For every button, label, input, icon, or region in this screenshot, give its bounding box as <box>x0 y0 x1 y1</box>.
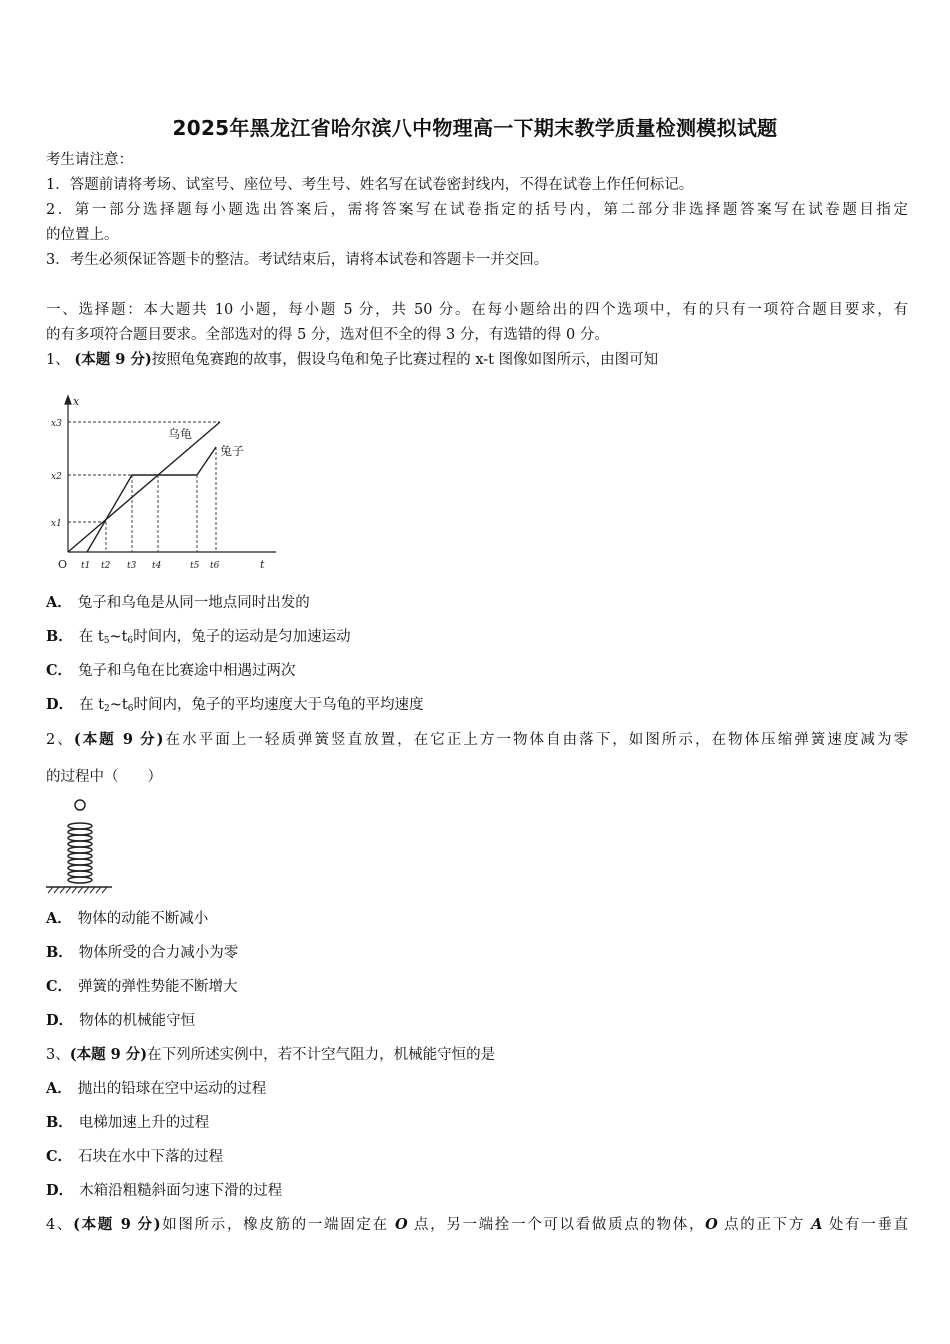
question-2-stem-cont: 的过程中（ ） <box>46 769 162 785</box>
turtle-label: 乌龟 <box>168 427 193 441</box>
notice-heading: 考生请注意： <box>46 152 133 168</box>
q3-option-b: B． 电梯加速上升的过程 <box>46 1114 210 1131</box>
notice-item-3: 3．考生必须保证答题卡的整洁。考试结束后，请将本试卷和答题卡一并交回。 <box>46 252 549 268</box>
question-1-stem <box>46 350 908 370</box>
rabbit-label: 兔子 <box>220 444 245 458</box>
x-tick-x1: x1 <box>51 519 62 529</box>
x-axis-label: x <box>73 395 80 408</box>
section-instructions-line2: 的有多项符合题目要求。全部选对的得 5 分，选对但不全的得 3 分，有选错的得 0 分。 <box>46 327 609 343</box>
question-text: 按照龟兔赛跑的故事，假设乌龟和兔子比赛过程的 x-t 图像如图所示，由图可知 <box>151 352 659 368</box>
falling-object <box>75 800 85 810</box>
x-tick-x2: x2 <box>51 472 62 482</box>
x-axis-arrow <box>65 396 71 404</box>
notice-item-2: 2．第一部分选择题每小题选出答案后，需将答案写在试卷指定的括号内，第二部分非选择题答案写在试卷题目指定 <box>46 202 908 218</box>
spring-coil <box>68 823 92 883</box>
q1-option-d: D． 在 $t_2\sim t_6$时间内，兔子的平均速度大于乌龟的平均速度 <box>46 696 424 714</box>
question-4-stem: 4、(本题 9 分)如图所示，橡皮筋的一端固定在 O 点，另一端拴一个可以看做质点的物体，O 点的正下方 A 处有一垂直 <box>46 1216 909 1233</box>
ground-hatch <box>48 887 107 893</box>
x-tick-x3: x3 <box>51 419 62 429</box>
t-axis-label: t <box>260 558 265 571</box>
origin-label: O <box>58 558 68 571</box>
q1-option-b: B． 在 $t_5\sim t_6$时间内，兔子的运动是匀加速运动 <box>46 628 351 646</box>
q2-option-d: D． 物体的机械能守恒 <box>46 1012 196 1029</box>
section-instructions-line1: 一、选择题：本大题共 10 小题，每小题 5 分，共 50 分。在每小题给出的四个选项中，有的只有一项符合题目要求，有 <box>46 302 908 318</box>
question-number: 1、 <box>46 352 70 368</box>
t-tick-t1: t1 <box>81 561 91 571</box>
t-tick-t3: t3 <box>127 561 137 571</box>
xt-graph-figure <box>48 392 280 578</box>
t-tick-t5: t5 <box>190 561 200 571</box>
question-score: (本题 9 分) <box>74 351 152 368</box>
spring-figure <box>46 796 114 896</box>
q3-option-a: A． 抛出的铅球在空中运动的过程 <box>46 1080 267 1097</box>
question-3-stem: 3、(本题 9 分)在下列所述实例中，若不计空气阻力，机械能守恒的是 <box>46 1046 496 1063</box>
question-2-stem: 2、(本题 9 分)在水平面上一轻质弹簧竖直放置，在它正上方一物体自由落下，如图所示，在物体压缩弹簧速度减为零 <box>46 731 909 748</box>
q2-option-c: C． 弹簧的弹性势能不断增大 <box>46 978 238 995</box>
q2-option-b: B． 物体所受的合力减小为零 <box>46 944 239 961</box>
notice-item-1: 1．答题前请将考场、试室号、座位号、考生号、姓名写在试卷密封线内，不得在试卷上作任何标记。 <box>46 177 694 193</box>
t-tick-t2: t2 <box>101 561 111 571</box>
q3-option-d: D． 木箱沿粗糙斜面匀速下滑的过程 <box>46 1182 283 1199</box>
q1-option-a: A． 兔子和乌龟是从同一地点同时出发的 <box>46 594 310 611</box>
notice-item-2-cont: 的位置上。 <box>46 227 119 243</box>
t-tick-t4: t4 <box>152 561 162 571</box>
page-title: 2025年黑龙江省哈尔滨八中物理高一下期末教学质量检测模拟试题 <box>172 116 778 140</box>
t-tick-t6: t6 <box>210 561 220 571</box>
q2-option-a: A． 物体的动能不断减小 <box>46 910 209 927</box>
q1-option-c: C． 兔子和乌龟在比赛途中相遇过两次 <box>46 662 296 679</box>
q3-option-c: C． 石块在水中下落的过程 <box>46 1148 224 1165</box>
